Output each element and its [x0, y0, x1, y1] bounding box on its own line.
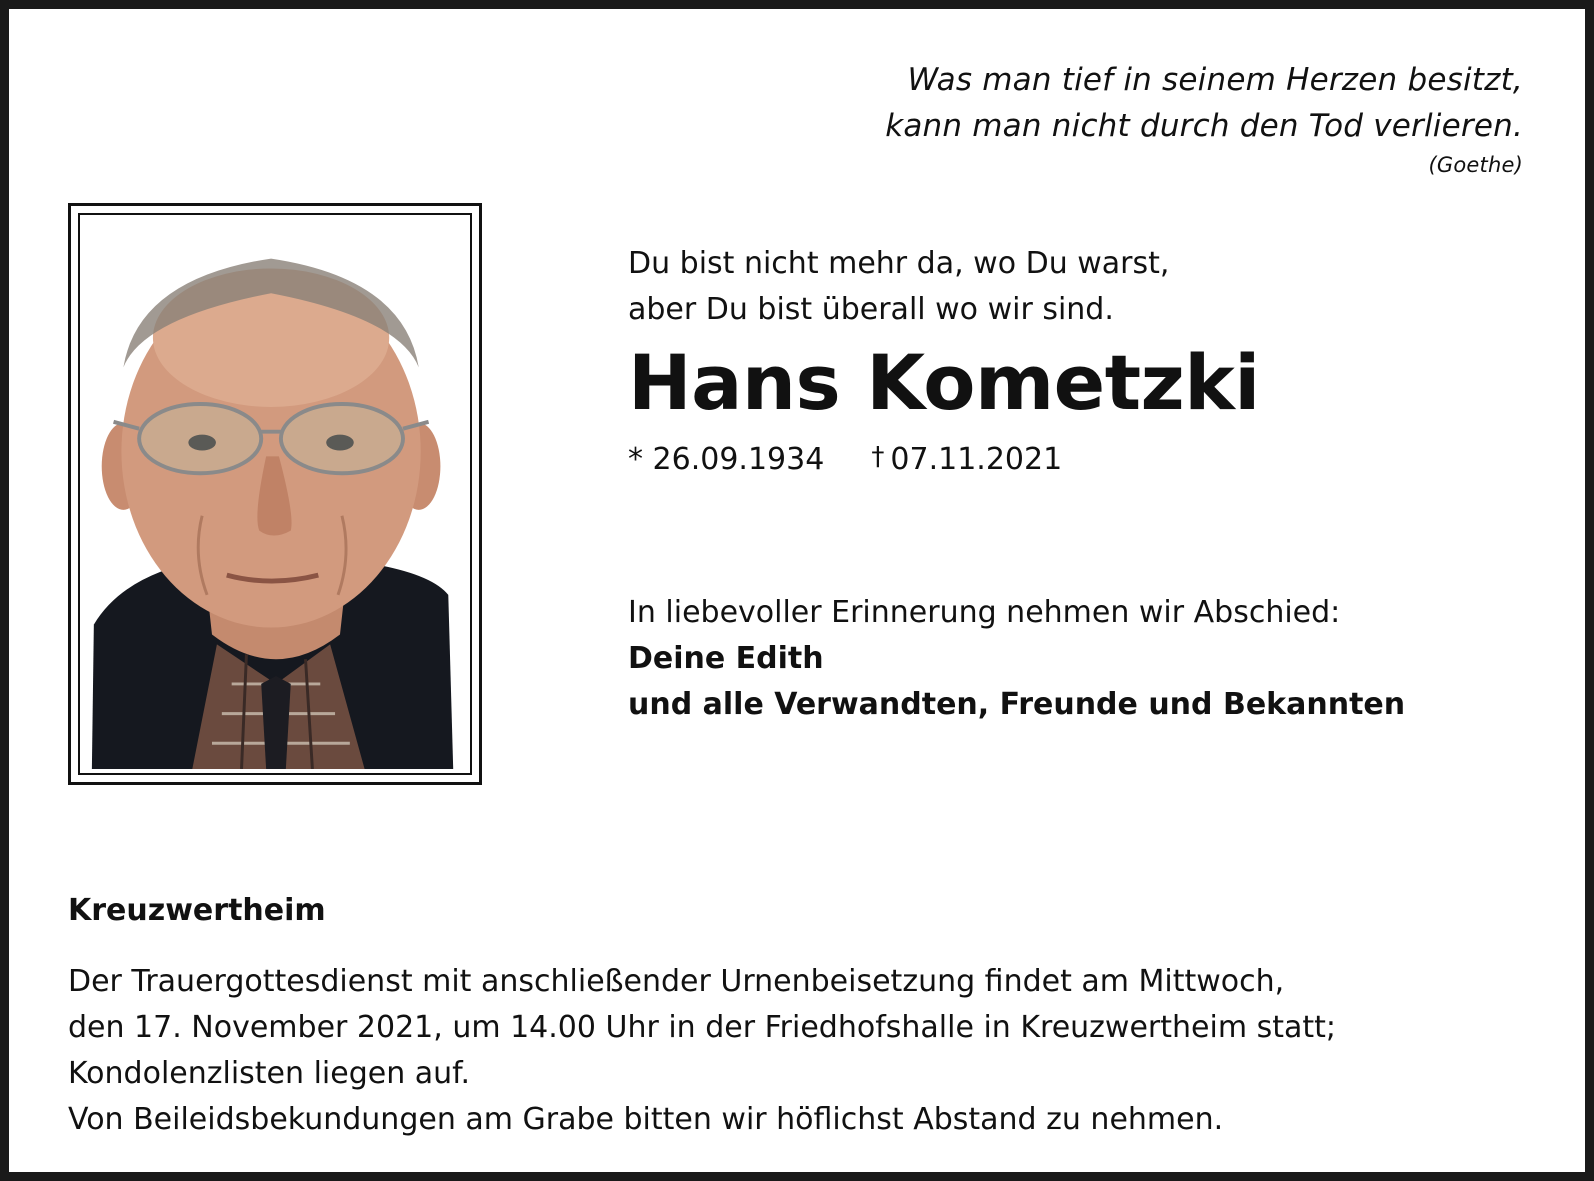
- portrait-illustration: [84, 219, 466, 769]
- portrait-photo: [84, 219, 466, 769]
- death-symbol: †: [871, 442, 885, 472]
- quote-author: (Goethe): [1428, 153, 1523, 177]
- farewell-line-2: Deine Edith: [628, 641, 824, 676]
- intro-verse: [628, 241, 1548, 333]
- goethe-quote: [885, 57, 1523, 179]
- main-text-block: [628, 241, 1548, 728]
- birth-date: 26.09.1934: [652, 442, 825, 477]
- birth-symbol: *: [628, 442, 643, 477]
- intro-line-2: aber Du bist überall wo wir sind.: [628, 292, 1114, 327]
- quote-line-2: kann man nicht durch den Tod verlieren.: [885, 108, 1523, 144]
- farewell-line-1: In liebevoller Erinnerung nehmen wir Abschied:: [628, 595, 1341, 630]
- quote-line-1: Was man tief in seinem Herzen besitzt,: [907, 62, 1523, 98]
- photo-frame: [68, 203, 482, 785]
- death-date: 07.11.2021: [890, 442, 1063, 477]
- farewell-block: [628, 590, 1548, 728]
- notice-line-4: Von Beileidsbekundungen am Grabe bitten wir höflichst Abstand zu nehmen.: [68, 1102, 1224, 1137]
- deceased-name: Hans Kometzki: [628, 338, 1260, 427]
- location-heading: Kreuzwertheim: [68, 893, 326, 928]
- farewell-line-3: und alle Verwandten, Freunde und Bekannten: [628, 687, 1406, 722]
- funeral-notice: [68, 959, 1488, 1143]
- notice-line-3: Kondolenzlisten liegen auf.: [68, 1056, 471, 1091]
- intro-line-1: Du bist nicht mehr da, wo Du warst,: [628, 246, 1170, 281]
- notice-line-1: Der Trauergottesdienst mit anschließender Urnenbeisetzung findet am Mittwoch,: [68, 964, 1285, 999]
- notice-line-2: den 17. November 2021, um 14.00 Uhr in der Friedhofshalle in Kreuzwertheim statt;: [68, 1010, 1336, 1045]
- life-dates: [628, 437, 1548, 480]
